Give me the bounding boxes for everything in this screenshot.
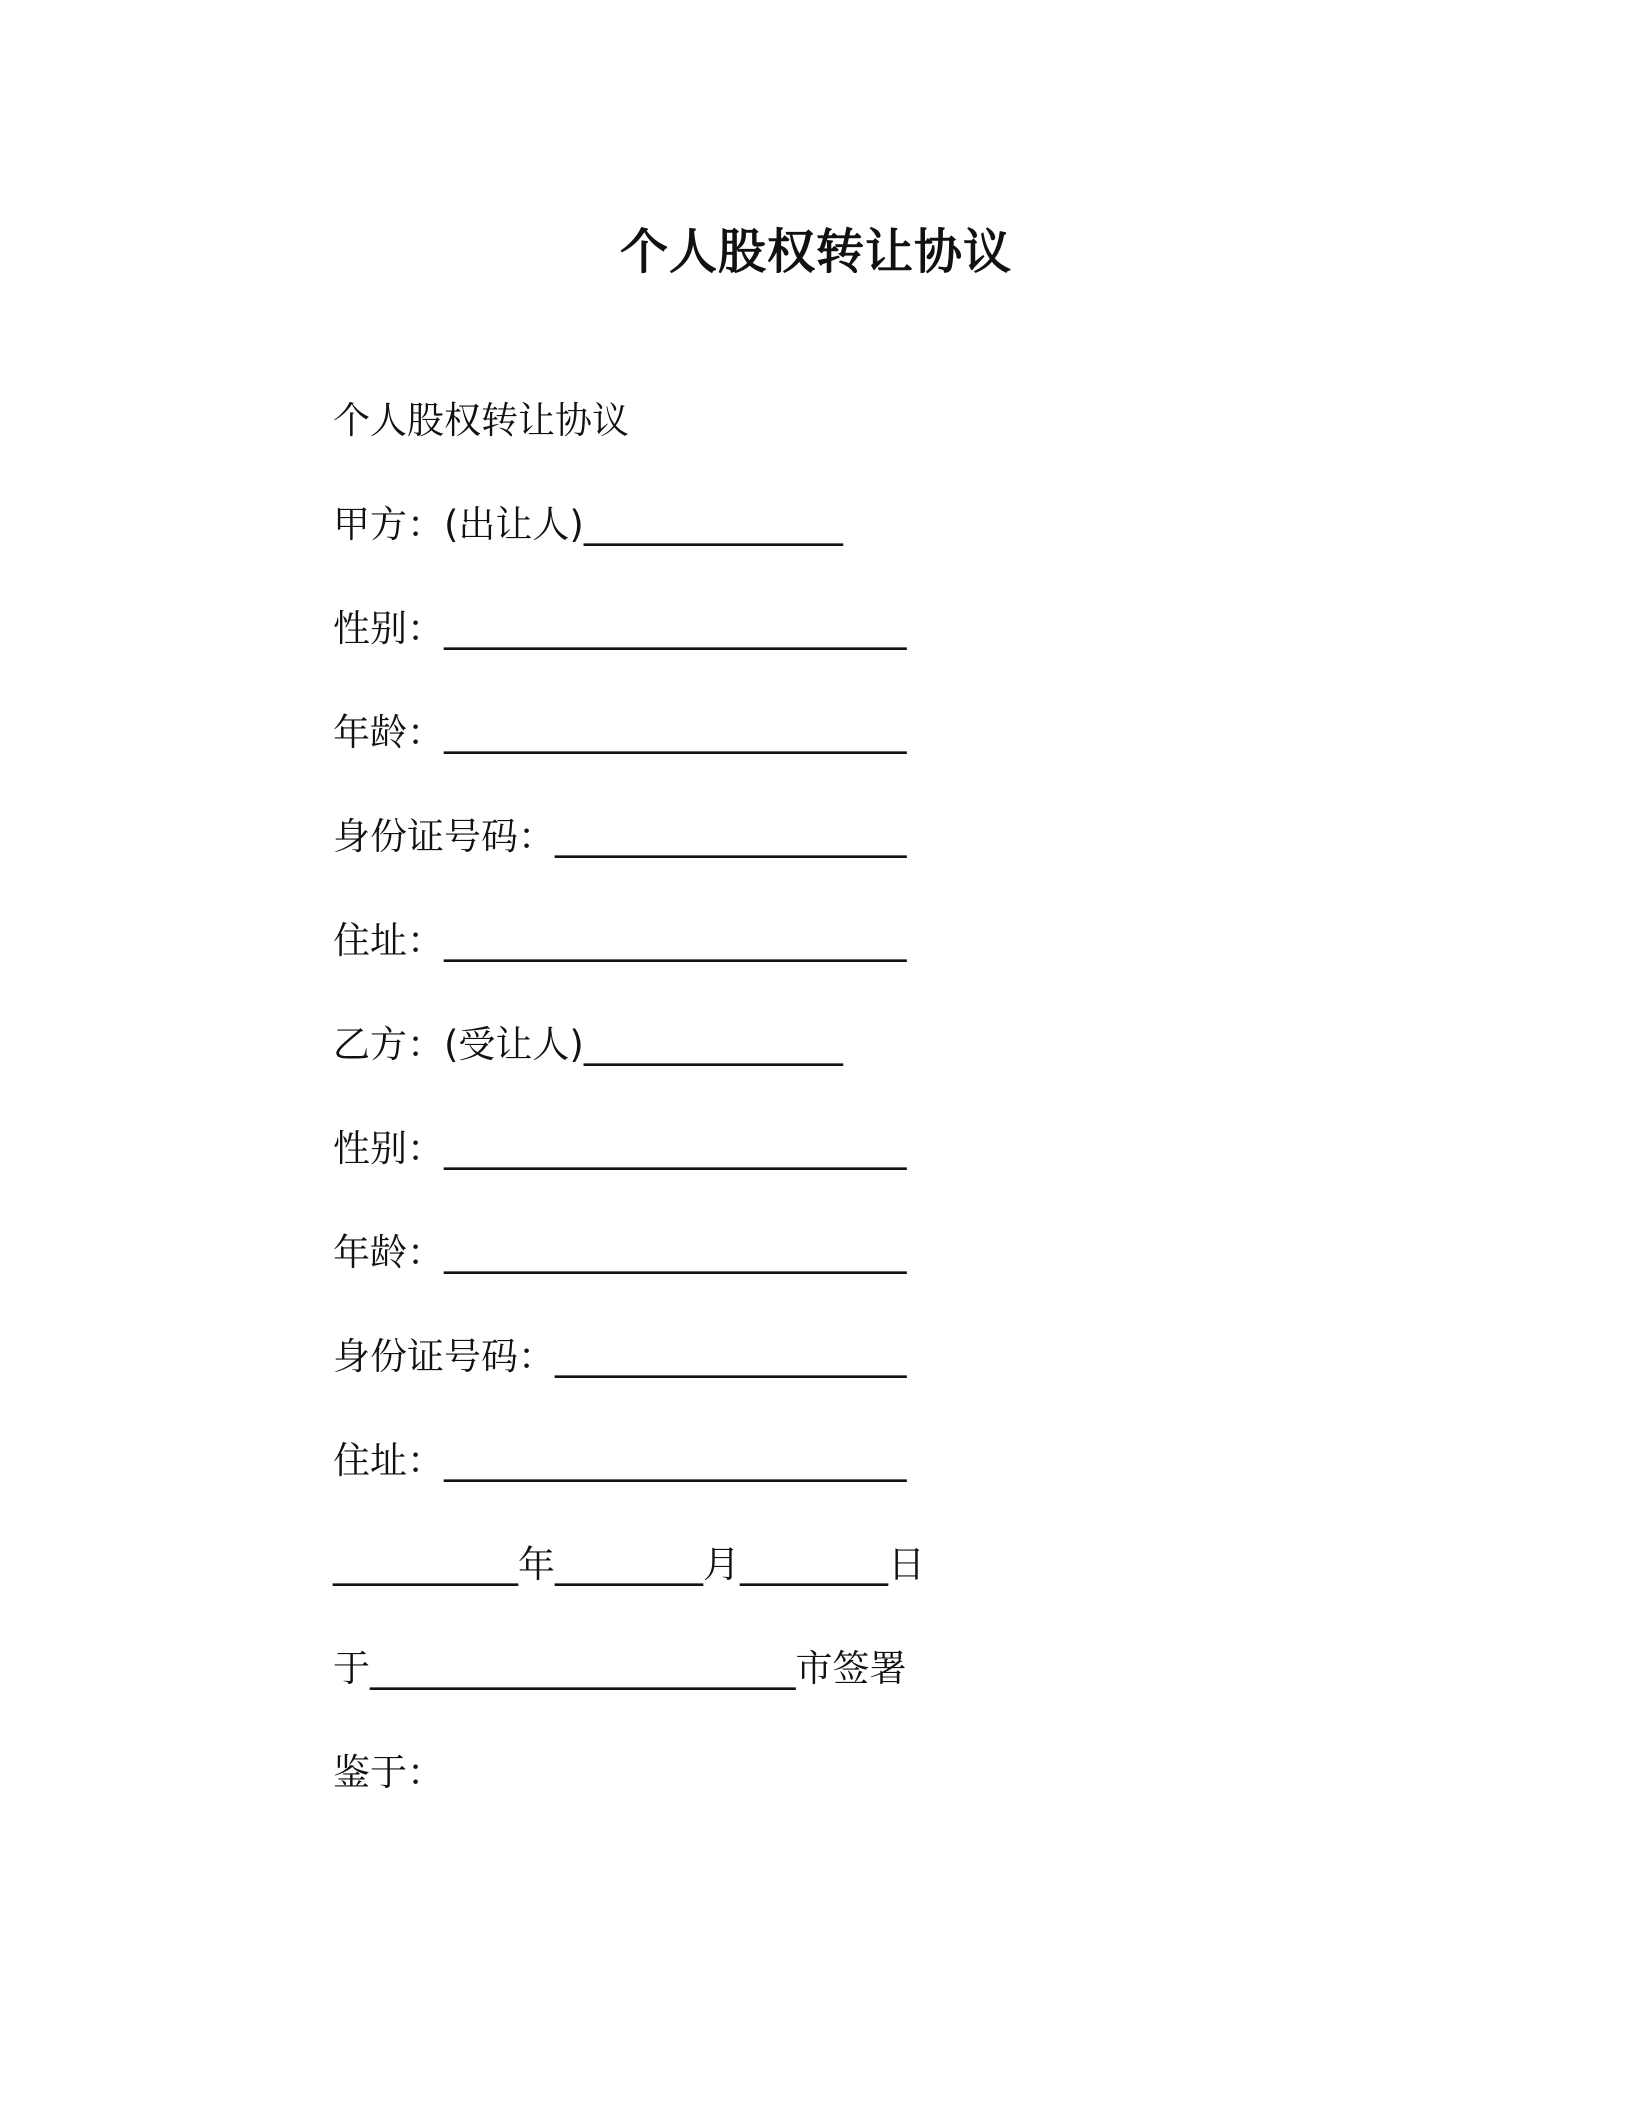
party-b-id-number-line: 身份证号码：___________________	[333, 1335, 907, 1378]
party-b-gender-line: 性别：_________________________	[333, 1127, 907, 1170]
document-subtitle: 个人股权转让协议	[333, 399, 629, 442]
party-a-id-number-line: 身份证号码：___________________	[333, 815, 907, 858]
party-b-line: 乙方：(受让人)______________	[333, 1023, 843, 1066]
party-a-age-line: 年龄：_________________________	[333, 711, 907, 754]
whereas-line: 鉴于：	[333, 1751, 444, 1794]
party-a-gender-line: 性别：_________________________	[333, 607, 907, 650]
party-b-address-line: 住址：_________________________	[333, 1439, 907, 1482]
party-a-line: 甲方：(出让人)______________	[333, 503, 843, 546]
document-body	[333, 396, 1533, 1852]
party-b-age-line: 年龄：_________________________	[333, 1231, 907, 1274]
date-line: __________年________月________日	[333, 1543, 925, 1586]
signing-city-line: 于_______________________市签署	[333, 1647, 907, 1690]
document-title: 个人股权转让协议	[619, 224, 1012, 280]
party-a-address-line: 住址：_________________________	[333, 919, 907, 962]
